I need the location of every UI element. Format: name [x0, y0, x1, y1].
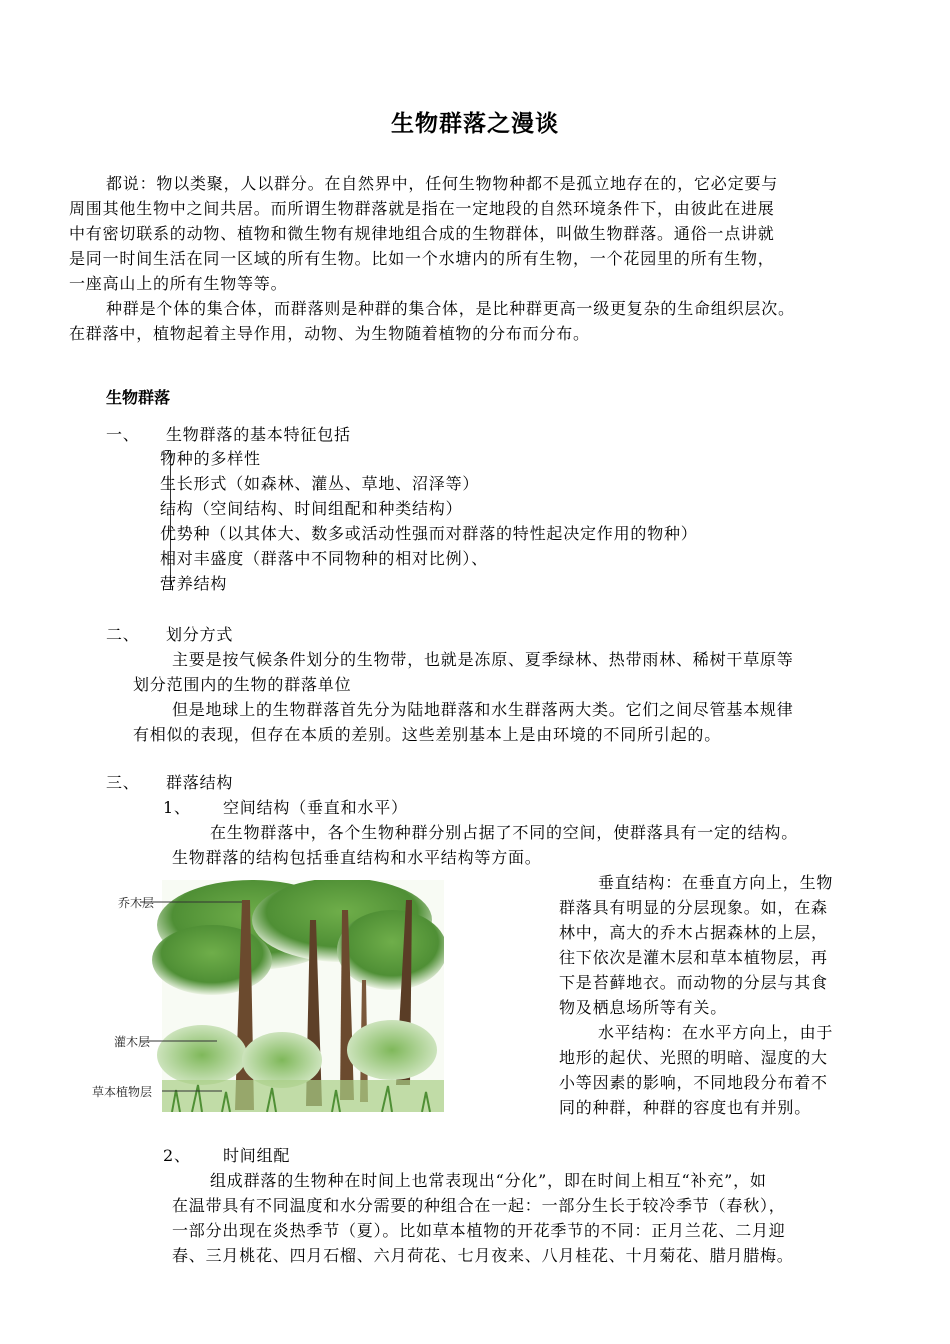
side-line-5: 下是苔藓地衣。而动物的分层与其食: [559, 973, 828, 992]
s3-number: 三、: [106, 773, 140, 792]
intro-line-4: 是同一时间生活在同一区域的所有生物。比如一个水塘内的所有生物，一个花园里的所有生物，: [69, 249, 775, 268]
page-title: 生物群落之漫谈: [391, 111, 559, 137]
side-line-9: 小等因素的影响，不同地段分布着不: [559, 1073, 828, 1092]
s3-sub2-number: 2、: [163, 1146, 191, 1165]
side-line-7: 水平结构：在水平方向上，由于: [598, 1023, 834, 1042]
label-tree-layer: 乔木层: [118, 896, 155, 910]
side-line-10: 同的种群，种群的容度也有并别。: [559, 1098, 812, 1117]
s3-sub1-line-2: 生物群落的结构包括垂直结构和水平结构等方面。: [172, 848, 542, 867]
s2-line-3: 但是地球上的生物群落首先分为陆地群落和水生群落两大类。它们之间尽管基本规律: [172, 700, 794, 719]
s3-sub2-line-4: 春、三月桃花、四月石榴、六月荷花、七月夜来、八月桂花、十月菊花、腊月腊梅。: [172, 1246, 794, 1265]
s3-sub1-line-1: 在生物群落中，各个生物种群分别占据了不同的空间，使群落具有一定的结构。: [210, 823, 799, 842]
side-line-6: 物及栖息场所等有关。: [559, 998, 728, 1017]
list-item: 优势种（以其体大、数多或活动性强而对群落的特性起决定作用的物种）: [160, 524, 698, 543]
forest-illustration: [92, 880, 444, 1112]
label-herb-layer: 草本植物层: [92, 1085, 153, 1099]
intro-line-2: 周围其他生物中之间共居。而所谓生物群落就是指在一定地段的自然环境条件下，由彼此在进展: [69, 199, 775, 218]
s3-sub1-title: 空间结构（垂直和水平）: [223, 798, 408, 817]
s3-sub2-line-2: 在温带具有不同温度和水分需要的种组合在一起：一部分生长于较冷季节（春秋），: [172, 1196, 786, 1215]
s2-line-2: 划分范围内的生物的群落单位: [133, 675, 352, 694]
list-item: 营养结构: [160, 574, 228, 593]
s1-title: 生物群落的基本特征包括: [166, 425, 351, 444]
list-item: 结构（空间结构、时间组配和种类结构）: [160, 499, 463, 518]
s3-sub1-number: 1、: [163, 798, 191, 817]
s1-number: 一、: [106, 425, 140, 444]
intro-line-7: 在群落中，植物起着主导作用，动物、为生物随着植物的分布而分布。: [69, 324, 590, 343]
side-line-8: 地形的起伏、光照的明暗、湿度的大: [559, 1048, 828, 1067]
s3-sub2-line-3: 一部分出现在炎热季节（夏）。比如草本植物的开花季节的不同：正月兰花、二月迎: [172, 1221, 786, 1240]
s3-title: 群落结构: [166, 773, 234, 792]
side-line-4: 往下依次是灌木层和草本植物层，再: [559, 948, 828, 967]
intro-line-3: 中有密切联系的动物、植物和微生物有规律地组合成的生物群体，叫做生物群落。通俗一点讲就: [69, 224, 775, 243]
intro-line-5: 一座高山上的所有生物等等。: [69, 274, 288, 293]
s2-title: 划分方式: [166, 625, 234, 644]
forest-layers-figure: [92, 880, 444, 1112]
intro-line-6: 种群是个体的集合体，而群落则是种群的集合体，是比种群更高一级更复杂的生命组织层次。: [106, 299, 795, 318]
s2-line-1: 主要是按气候条件划分的生物带，也就是冻原、夏季绿林、热带雨林、稀树干草原等: [172, 650, 794, 669]
s3-sub2-line-1: 组成群落的生物种在时间上也常表现出“分化”，即在时间上相互“补充”，如: [210, 1171, 767, 1190]
s2-line-4: 有相似的表现，但存在本质的差别。这些差别基本上是由环境的不同所引起的。: [133, 725, 722, 744]
side-line-2: 群落具有明显的分层现象。如，在森: [559, 898, 828, 917]
side-line-3: 林中，高大的乔木占据森林的上层，: [559, 923, 828, 942]
list-item: 相对丰盛度（群落中不同物种的相对比例）、: [160, 549, 489, 568]
s3-sub2-title: 时间组配: [223, 1146, 291, 1165]
list-item: 物种的多样性: [160, 449, 261, 468]
side-line-1: 垂直结构：在垂直方向上，生物: [598, 873, 834, 892]
feature-list: [160, 446, 698, 596]
section-heading: 生物群落: [106, 388, 171, 407]
intro-line-1: 都说：物以类聚，人以群分。在自然界中，任何生物物种都不是孤立地存在的，它必定要与: [106, 174, 779, 193]
list-item: 生长形式（如森林、灌丛、草地、沼泽等）: [160, 474, 480, 493]
s2-number: 二、: [106, 625, 140, 644]
label-shrub-layer: 灌木层: [114, 1035, 151, 1049]
